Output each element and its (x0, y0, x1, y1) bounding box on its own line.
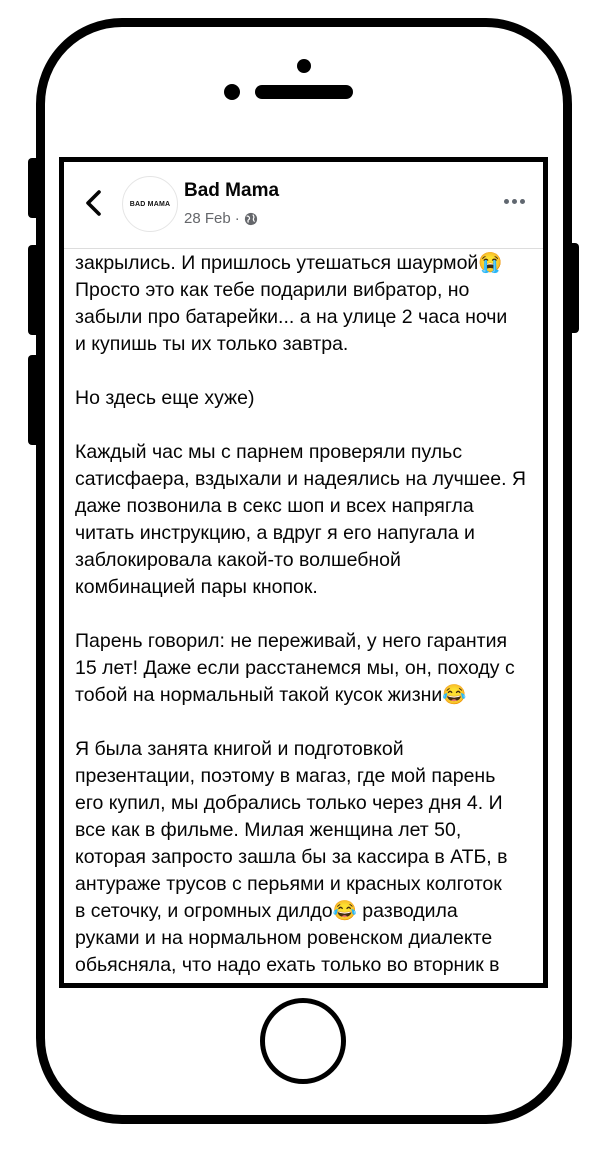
post-text-line: Я была занята книгой и подготовкой (75, 738, 404, 760)
post-text-line: все как в фильме. Милая женщина лет 50, (75, 819, 462, 841)
post-text-line: Но здесь еще хуже) (75, 387, 255, 409)
post-text-line: в сеточку, и огромных дилдо😂 разводила (75, 900, 458, 922)
paragraph-gap (75, 709, 535, 736)
chevron-left-icon[interactable] (82, 188, 106, 218)
globe-icon (244, 212, 258, 226)
post-meta (184, 210, 258, 227)
mute-switch (28, 158, 40, 218)
post-text (75, 250, 535, 979)
post-date[interactable]: 28 Feb (184, 210, 231, 227)
post-text-line: тобой на нормальный такой кусок жизни😂 (75, 684, 467, 706)
paragraph-gap (75, 412, 535, 439)
volume-up-button (28, 245, 40, 335)
proximity-sensor (224, 84, 240, 100)
post-text-line: закрылись. И пришлось утешаться шаурмой😭 (75, 252, 503, 274)
avatar-logo-text: BAD MAMA (129, 200, 171, 208)
volume-down-button (28, 355, 40, 445)
front-camera (297, 59, 311, 73)
post-text-line: заблокировала какой-то волшебной (75, 549, 401, 571)
post-text-line: Просто это как тебе подарили вибратор, но (75, 279, 470, 301)
post-text-line: даже позвонила в секс шоп и всех напрягла (75, 495, 474, 517)
post-text-line: обьясняла, что надо ехать только во вторник в (75, 954, 500, 976)
post-text-line: его купил, мы добрались только через дня 4. И (75, 792, 503, 814)
post-text-line: сатисфаера, вздыхали и надеялись на лучшее. Я (75, 468, 526, 490)
more-horizontal-icon[interactable] (504, 196, 528, 206)
post-text-line: забыли про батарейки... а на улице 2 часа ночи (75, 306, 508, 328)
paragraph-gap (75, 601, 535, 628)
post-text-line: Каждый час мы с парнем проверяли пульс (75, 441, 463, 463)
post-text-line: комбинацией пары кнопок. (75, 576, 318, 598)
paragraph-gap (75, 358, 535, 385)
page-name[interactable]: Bad Mama (184, 180, 280, 201)
post-header (64, 162, 543, 249)
home-button[interactable] (260, 998, 346, 1084)
post-text-line: презентации, поэтому в магаз, где мой парень (75, 765, 496, 787)
post-text-line: которая запросто зашла бы за кассира в АТБ, в (75, 846, 508, 868)
power-button (567, 243, 579, 333)
earpiece-speaker (255, 85, 353, 99)
post-text-line: 15 лет! Даже если расстанемся мы, он, походу с (75, 657, 515, 679)
post-text-line: Парень говорил: не переживай, у него гарантия (75, 630, 508, 652)
post-text-line: антураже трусов с перьями и красных колготок (75, 873, 502, 895)
post-text-line: и купишь ты их только завтра. (75, 333, 349, 355)
screen (59, 157, 548, 988)
meta-separator: · (234, 210, 240, 227)
avatar[interactable] (122, 176, 178, 232)
post-text-line: руками и на нормальном ровенском диалекте (75, 927, 493, 949)
post-text-line: читать инструкцию, а вдруг я его напугала и (75, 522, 475, 544)
